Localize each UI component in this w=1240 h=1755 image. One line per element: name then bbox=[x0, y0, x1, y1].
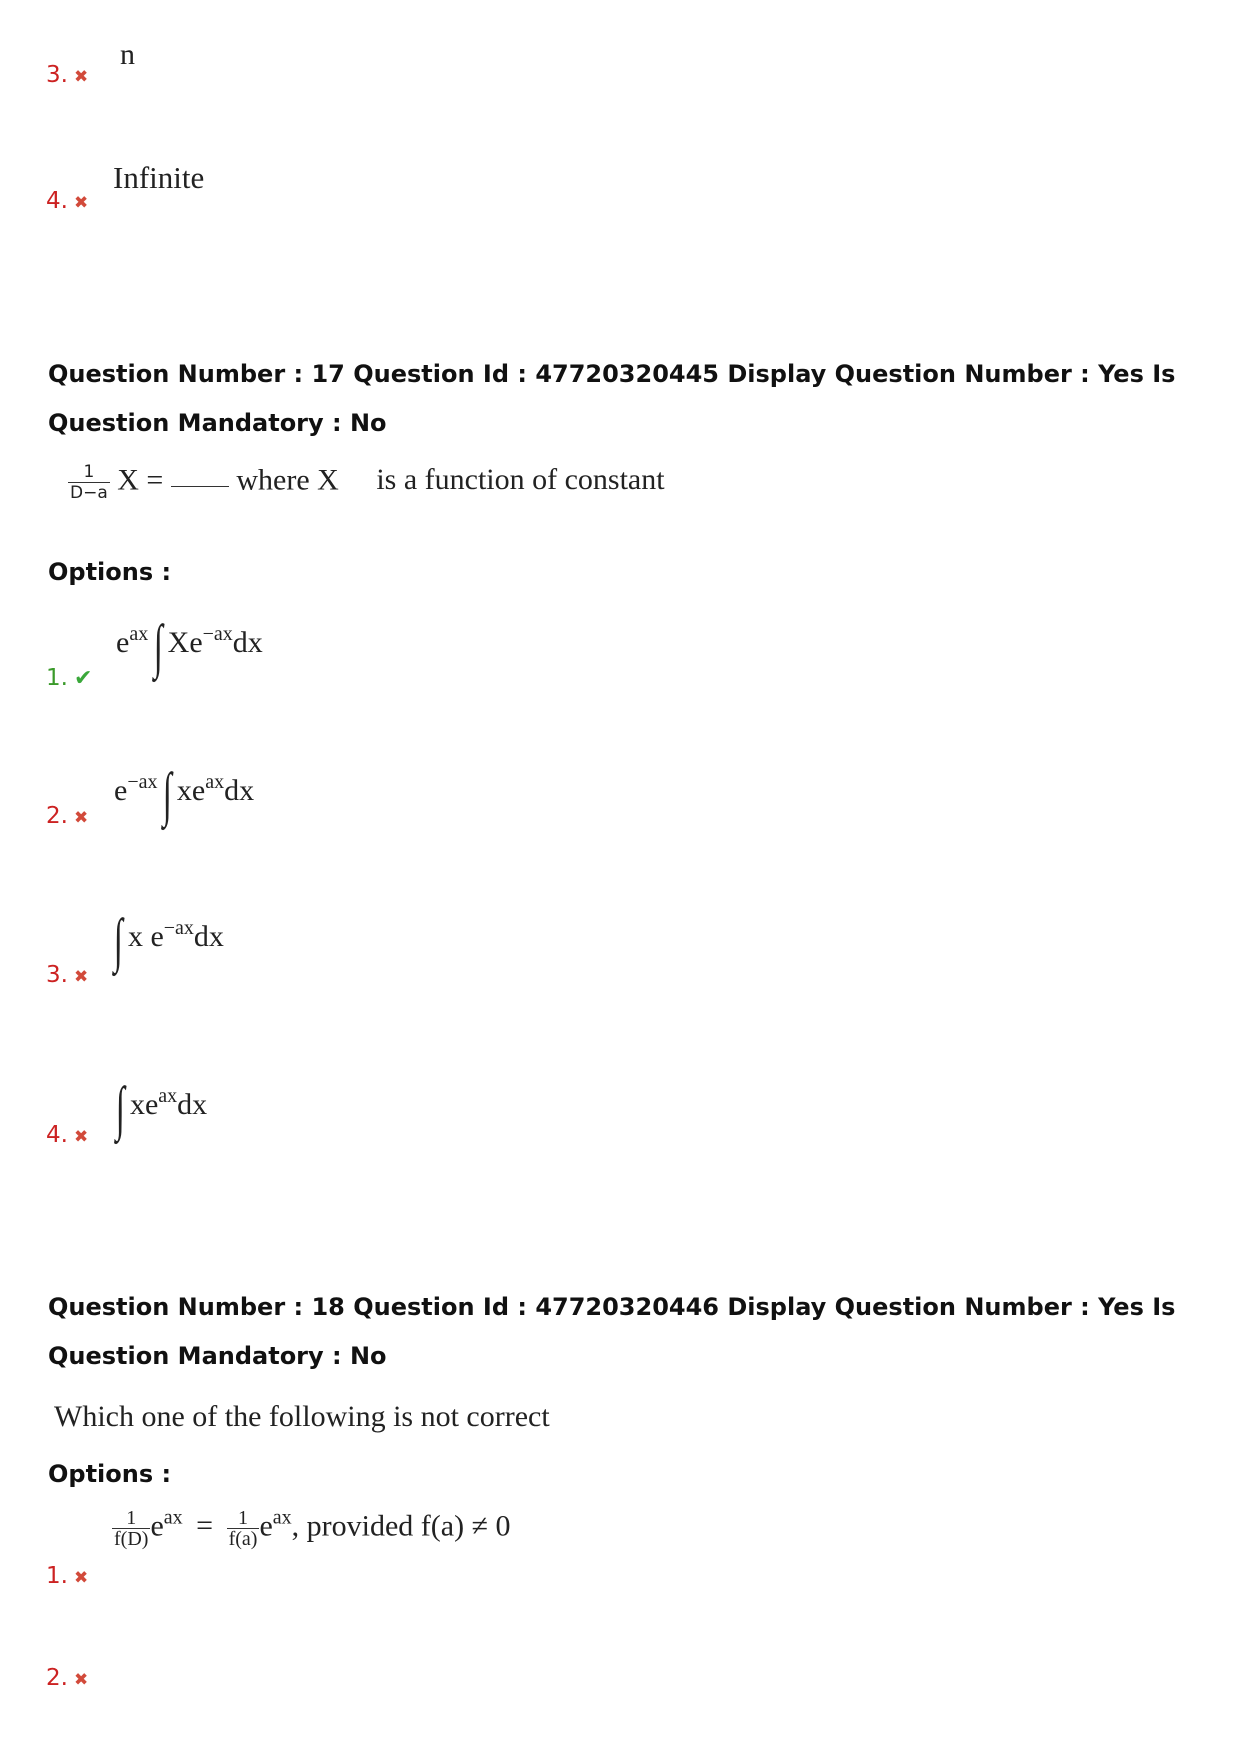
expr-part: dx bbox=[232, 626, 263, 659]
option-number: 1. bbox=[46, 1563, 68, 1589]
fraction-1-over-fD bbox=[112, 1508, 150, 1549]
fraction-numerator: 1 bbox=[83, 462, 95, 482]
option-number: 2. bbox=[46, 803, 68, 829]
q17-option-1-number bbox=[46, 665, 92, 691]
q17-option-3-expression bbox=[113, 906, 224, 975]
cross-icon: ✖ bbox=[73, 67, 89, 87]
expr-part: x e bbox=[127, 920, 164, 953]
q17-option-4-number bbox=[46, 1122, 88, 1148]
fraction-denominator: D−a bbox=[70, 483, 108, 503]
integral-symbol: ∫ bbox=[153, 613, 163, 679]
fraction-numerator: 1 bbox=[126, 1507, 137, 1529]
integral-symbol: ∫ bbox=[113, 907, 123, 973]
question-18-options-label: Options : bbox=[48, 1460, 172, 1488]
q17-option-1-expression bbox=[116, 612, 263, 681]
cross-icon: ✖ bbox=[73, 193, 89, 213]
prev-option-3-text: n bbox=[120, 38, 135, 71]
expr-sup: −ax bbox=[202, 623, 233, 645]
expr-sup: ax bbox=[163, 1506, 183, 1529]
cross-icon: ✖ bbox=[73, 967, 89, 987]
fraction-1-over-fa bbox=[227, 1508, 260, 1549]
cross-icon: ✖ bbox=[73, 808, 89, 828]
question-18-stem: Which one of the following is not correct bbox=[54, 1400, 550, 1433]
option-number: 3. bbox=[46, 962, 68, 988]
question-18-header: Question Number : 18 Question Id : 47720320446 Display Question Number : Yes Is Question Mandatory : No bbox=[48, 1293, 1176, 1370]
option-number: 3. bbox=[46, 62, 68, 88]
fraction-denominator: f(D) bbox=[114, 1528, 149, 1550]
question-17-header: Question Number : 17 Question Id : 47720320445 Display Question Number : Yes Is Question Mandatory : No bbox=[48, 360, 1176, 437]
q18-option-1-expression bbox=[112, 1508, 511, 1549]
expr-sup: ax bbox=[272, 1506, 292, 1529]
answer-blank bbox=[171, 468, 229, 487]
expr-sup: ax bbox=[129, 623, 149, 645]
question-17-stem bbox=[68, 462, 665, 503]
q18-option-2-number bbox=[46, 1665, 88, 1691]
expr-part: e bbox=[259, 1509, 273, 1543]
cross-icon: ✖ bbox=[73, 1568, 89, 1588]
q17-option-3-number bbox=[46, 962, 88, 988]
expr-part: e bbox=[116, 626, 130, 659]
integral-symbol: ∫ bbox=[115, 1075, 125, 1141]
expr-part: Xe bbox=[167, 626, 203, 659]
cross-icon: ✖ bbox=[73, 1127, 89, 1147]
option-number: 2. bbox=[46, 1665, 68, 1691]
stem-where-x: where X bbox=[236, 463, 339, 497]
stem-fraction bbox=[68, 462, 110, 503]
expr-part: dx bbox=[224, 774, 255, 807]
expr-sup: −ax bbox=[127, 771, 158, 793]
expr-sup: ax bbox=[158, 1085, 178, 1107]
expr-part: e bbox=[114, 774, 128, 807]
stem-x-equals: X = bbox=[117, 463, 164, 497]
prev-option-4-number bbox=[46, 188, 88, 214]
equals-sign: = bbox=[196, 1509, 214, 1543]
option-number: 4. bbox=[46, 1122, 68, 1148]
q17-option-4-expression bbox=[115, 1074, 208, 1143]
cross-icon: ✖ bbox=[73, 1670, 89, 1690]
stem-constant-text: is a function of constant bbox=[376, 463, 665, 497]
expr-sup: −ax bbox=[163, 917, 194, 939]
expr-part: dx bbox=[177, 1088, 208, 1121]
expr-sup: ax bbox=[205, 771, 225, 793]
fraction-numerator: 1 bbox=[238, 1507, 248, 1529]
q18-option-1-number bbox=[46, 1563, 88, 1589]
check-icon: ✔ bbox=[73, 666, 93, 691]
expr-part: xe bbox=[129, 1088, 159, 1121]
option-number: 1. bbox=[46, 665, 68, 691]
option-number: 4. bbox=[46, 188, 68, 214]
question-17-options-label: Options : bbox=[48, 558, 172, 586]
expr-part: e bbox=[150, 1509, 164, 1543]
prev-option-3-number bbox=[46, 62, 88, 88]
expr-part: dx bbox=[193, 920, 224, 953]
integral-symbol: ∫ bbox=[162, 761, 172, 827]
q17-option-2-number bbox=[46, 803, 88, 829]
expr-part: , provided f(a) ≠ 0 bbox=[291, 1509, 511, 1543]
prev-option-4-text: Infinite bbox=[113, 160, 205, 195]
fraction-denominator: f(a) bbox=[228, 1528, 258, 1550]
expr-part: xe bbox=[176, 774, 206, 807]
q17-option-2-expression bbox=[114, 760, 254, 829]
